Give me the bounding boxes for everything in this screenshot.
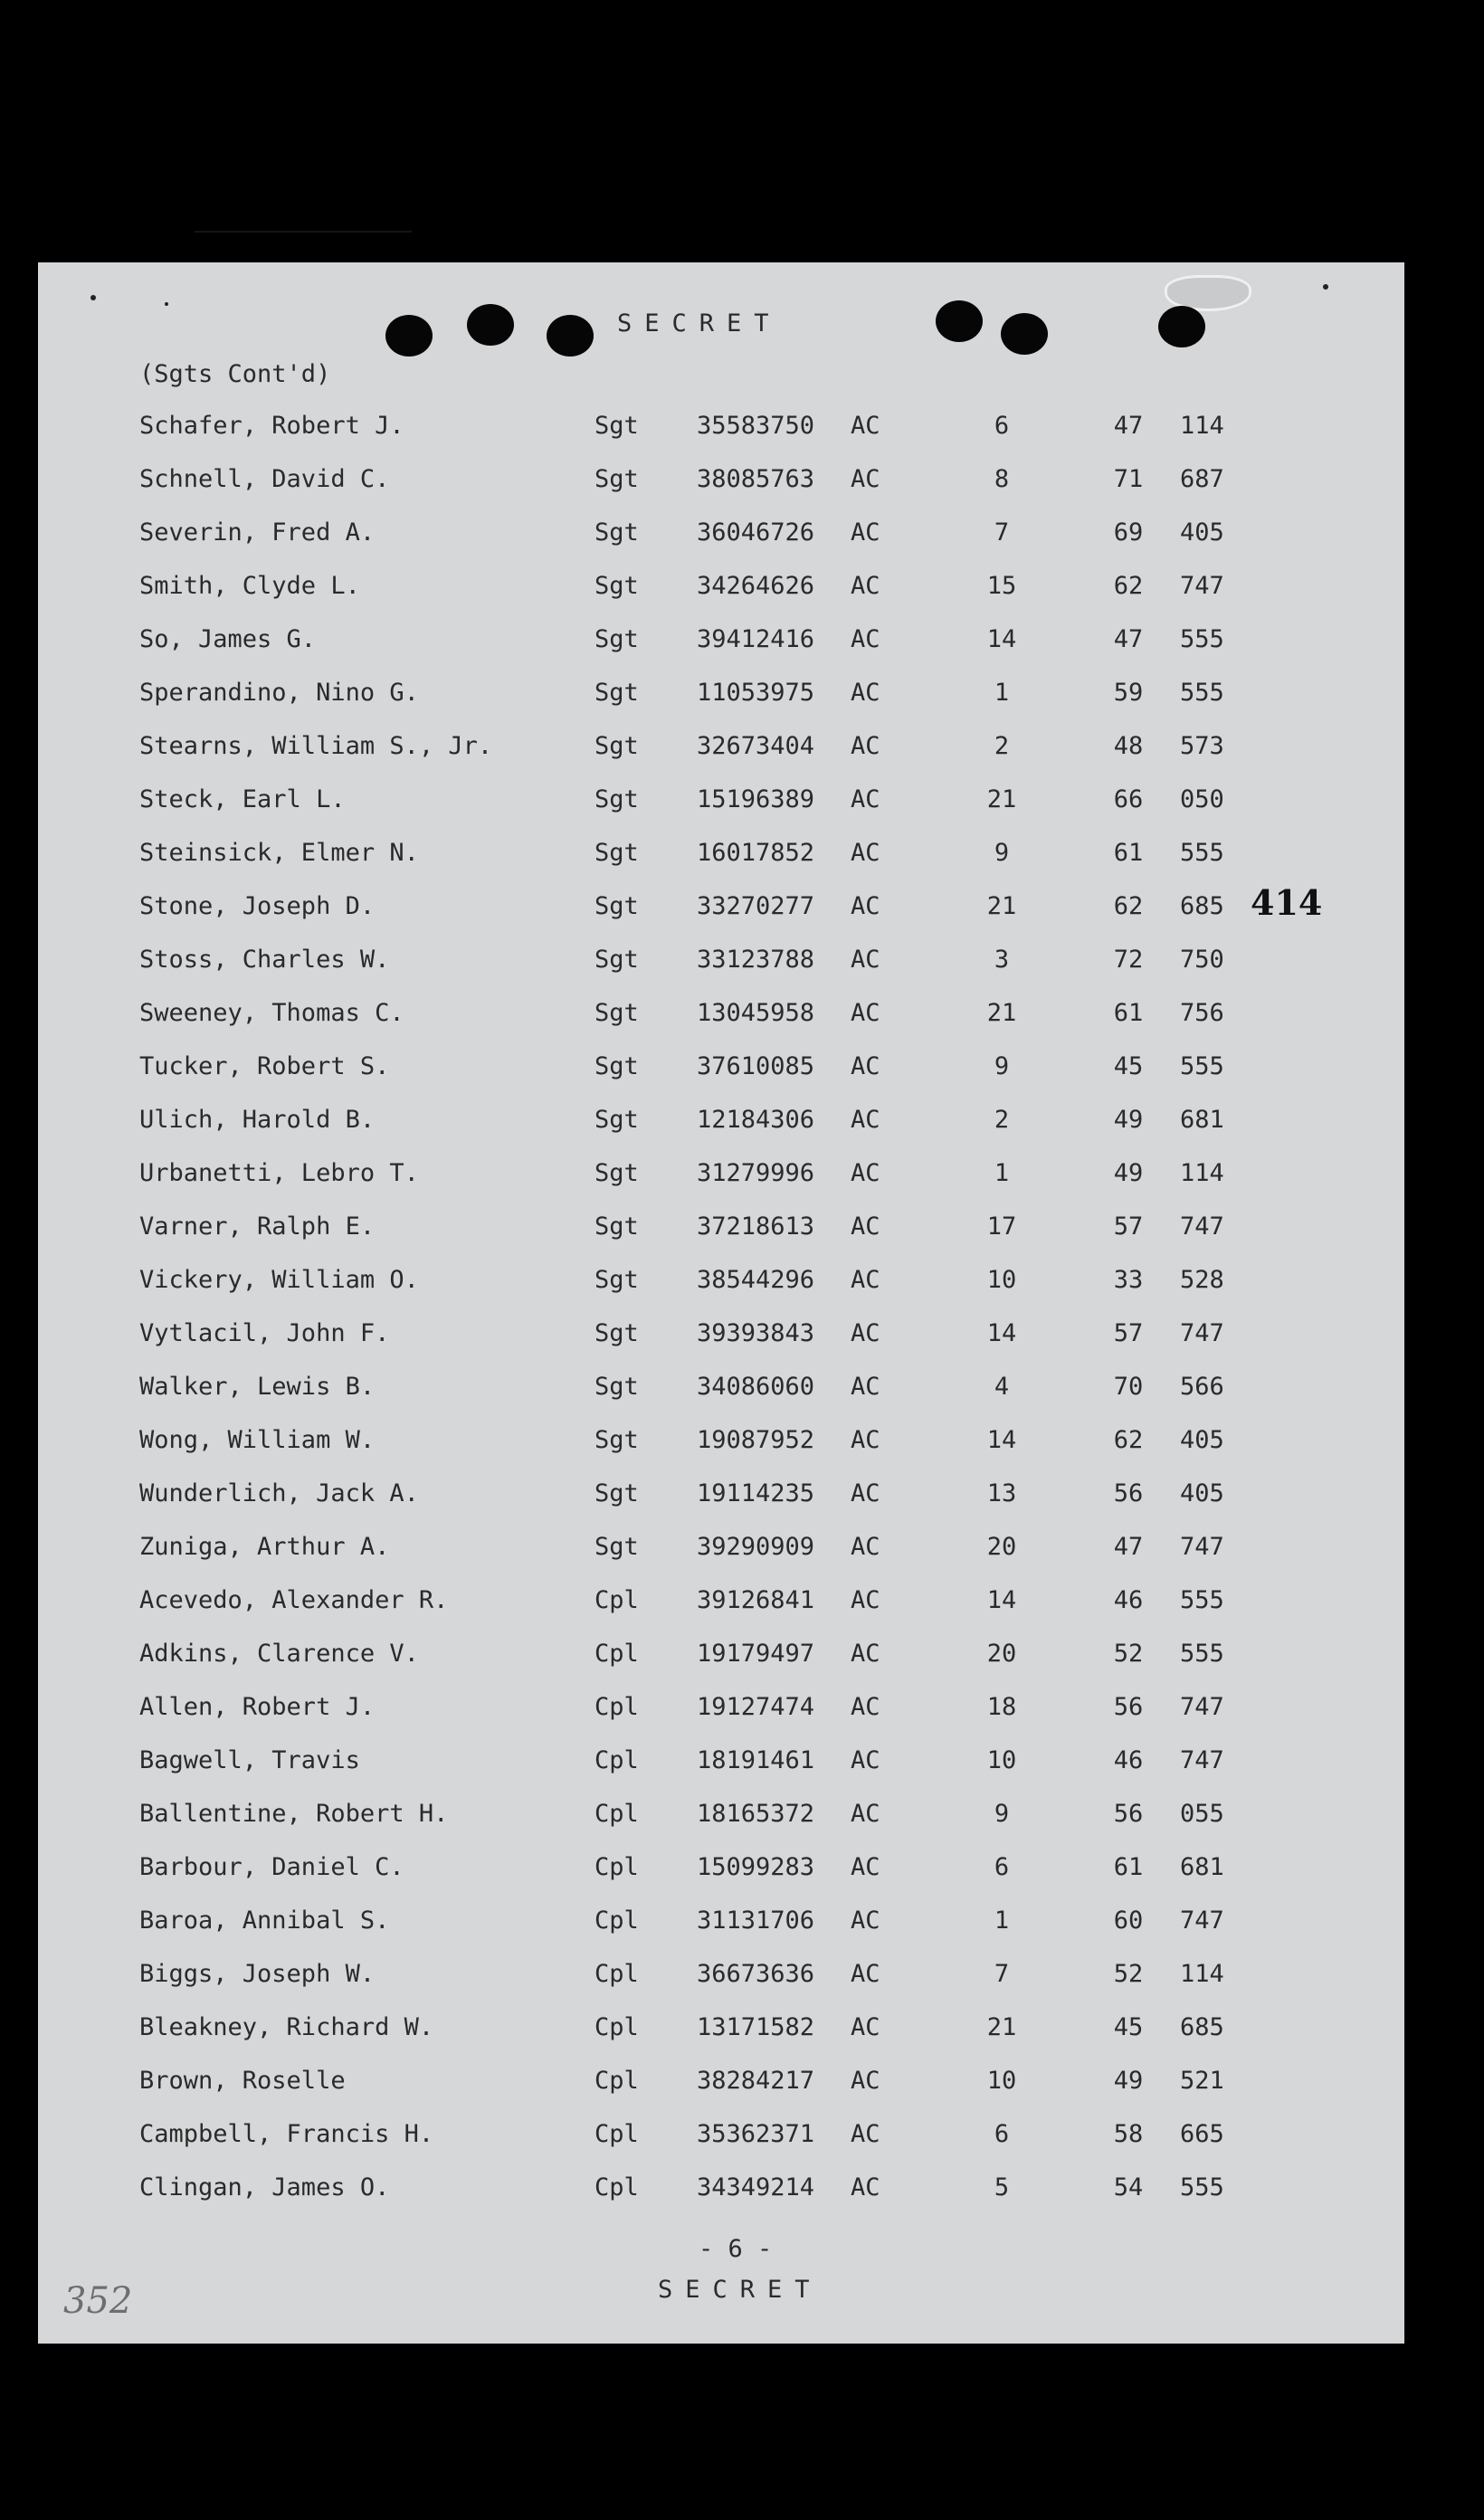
roster-col-b: 62	[1113, 1426, 1144, 1454]
roster-branch: AC	[851, 465, 880, 493]
table-row	[38, 946, 1404, 991]
roster-col-a: 21	[986, 2013, 1017, 2041]
roster-branch: AC	[851, 1746, 880, 1774]
roster-col-c: 050	[1180, 785, 1224, 813]
roster-col-a: 20	[986, 1533, 1017, 1561]
roster-serial: 19087952	[697, 1426, 815, 1454]
roster-rank: Sgt	[595, 839, 639, 867]
roster-col-b: 52	[1113, 1640, 1144, 1668]
roster-name: Bagwell, Travis	[139, 1746, 360, 1774]
roster-col-b: 66	[1113, 785, 1144, 813]
roster-serial: 15099283	[697, 1853, 815, 1881]
roster-col-a: 6	[994, 412, 1010, 440]
roster-col-c: 555	[1180, 1586, 1224, 1614]
roster-branch: AC	[851, 1640, 880, 1668]
table-row	[38, 1960, 1404, 2005]
roster-col-c: 555	[1180, 1640, 1224, 1668]
roster-col-a: 2	[994, 732, 1010, 760]
handwritten-number: 352	[63, 2280, 133, 2322]
roster-serial: 15196389	[697, 785, 815, 813]
roster-col-a: 3	[994, 946, 1010, 974]
roster-col-a: 2	[994, 1106, 1010, 1134]
roster-col-c: 555	[1180, 625, 1224, 653]
roster-col-c: 055	[1180, 1800, 1224, 1828]
roster-col-c: 747	[1180, 1907, 1224, 1935]
roster-col-a: 17	[986, 1212, 1017, 1241]
roster-col-c: 555	[1180, 679, 1224, 707]
table-row	[38, 1426, 1404, 1471]
roster-serial: 19179497	[697, 1640, 815, 1668]
roster-rank: Sgt	[595, 1266, 639, 1294]
roster-col-b: 69	[1113, 518, 1144, 547]
roster-serial: 39393843	[697, 1319, 815, 1347]
table-row	[38, 1533, 1404, 1578]
roster-rank: Sgt	[595, 518, 639, 547]
table-row	[38, 1800, 1404, 1845]
table-row	[38, 2013, 1404, 2059]
roster-serial: 19114235	[697, 1479, 815, 1507]
roster-col-a: 14	[986, 1319, 1017, 1347]
roster-branch: AC	[851, 2067, 880, 2095]
roster-branch: AC	[851, 1800, 880, 1828]
roster-col-a: 21	[986, 999, 1017, 1027]
roster-col-c: 521	[1180, 2067, 1224, 2095]
punch-hole	[1001, 313, 1048, 355]
roster-name: Biggs, Joseph W.	[139, 1960, 376, 1988]
roster-col-c: 405	[1180, 518, 1224, 547]
roster-name: Ulich, Harold B.	[139, 1106, 376, 1134]
roster-name: Baroa, Annibal S.	[139, 1907, 390, 1935]
table-row	[38, 679, 1404, 724]
roster-rank: Sgt	[595, 1319, 639, 1347]
table-row	[38, 1212, 1404, 1258]
header-classification: SECRET	[617, 309, 782, 338]
roster-rank: Sgt	[595, 1373, 639, 1401]
roster-rank: Sgt	[595, 999, 639, 1027]
roster-name: Stone, Joseph D.	[139, 892, 376, 920]
roster-col-c: 747	[1180, 1319, 1224, 1347]
roster-col-b: 45	[1113, 2013, 1144, 2041]
roster-col-a: 21	[986, 785, 1017, 813]
roster-serial: 31279996	[697, 1159, 815, 1187]
roster-col-b: 46	[1113, 1746, 1144, 1774]
roster-col-c: 114	[1180, 1960, 1224, 1988]
roster-col-a: 5	[994, 2173, 1010, 2201]
roster-serial: 39412416	[697, 625, 815, 653]
table-row	[38, 839, 1404, 884]
roster-name: Sweeney, Thomas C.	[139, 999, 404, 1027]
table-row	[38, 1479, 1404, 1525]
roster-serial: 33123788	[697, 946, 815, 974]
roster-rank: Sgt	[595, 1479, 639, 1507]
margin-stamp: 414	[1251, 882, 1323, 923]
paper-speck	[1323, 284, 1328, 290]
roster-branch: AC	[851, 679, 880, 707]
roster-col-a: 18	[986, 1693, 1017, 1721]
roster-rank: Sgt	[595, 892, 639, 920]
roster-branch: AC	[851, 1853, 880, 1881]
roster-col-b: 61	[1113, 999, 1144, 1027]
roster-serial: 38085763	[697, 465, 815, 493]
roster-rank: Sgt	[595, 1533, 639, 1561]
roster-col-b: 60	[1113, 1907, 1144, 1935]
roster-name: Ballentine, Robert H.	[139, 1800, 449, 1828]
roster-branch: AC	[851, 1373, 880, 1401]
roster-name: Vytlacil, John F.	[139, 1319, 390, 1347]
roster-col-a: 6	[994, 1853, 1010, 1881]
roster-col-c: 573	[1180, 732, 1224, 760]
roster-col-a: 10	[986, 1746, 1017, 1774]
roster-col-a: 1	[994, 1907, 1010, 1935]
roster-col-c: 750	[1180, 946, 1224, 974]
roster-col-a: 8	[994, 465, 1010, 493]
roster-col-b: 52	[1113, 1960, 1144, 1988]
roster-serial: 36673636	[697, 1960, 815, 1988]
roster-col-b: 49	[1113, 1106, 1144, 1134]
roster-col-b: 62	[1113, 572, 1144, 600]
roster-serial: 39290909	[697, 1533, 815, 1561]
roster-serial: 13171582	[697, 2013, 815, 2041]
roster-name: Stearns, William S., Jr.	[139, 732, 493, 760]
roster-col-c: 747	[1180, 1533, 1224, 1561]
roster-branch: AC	[851, 625, 880, 653]
roster-col-c: 681	[1180, 1853, 1224, 1881]
roster-col-b: 56	[1113, 1693, 1144, 1721]
roster-rank: Cpl	[595, 1693, 639, 1721]
roster-name: Schafer, Robert J.	[139, 412, 404, 440]
roster-serial: 34264626	[697, 572, 815, 600]
roster-col-a: 10	[986, 2067, 1017, 2095]
roster-col-c: 555	[1180, 2173, 1224, 2201]
roster-col-c: 747	[1180, 1693, 1224, 1721]
roster-rank: Sgt	[595, 785, 639, 813]
roster-serial: 33270277	[697, 892, 815, 920]
roster-rank: Sgt	[595, 412, 639, 440]
punch-hole	[385, 315, 433, 357]
roster-branch: AC	[851, 732, 880, 760]
roster-name: Zuniga, Arthur A.	[139, 1533, 390, 1561]
roster-rank: Cpl	[595, 2013, 639, 2041]
roster-rank: Sgt	[595, 1212, 639, 1241]
roster-branch: AC	[851, 518, 880, 547]
roster-name: Bleakney, Richard W.	[139, 2013, 434, 2041]
roster-rank: Sgt	[595, 572, 639, 600]
roster-col-a: 9	[994, 1052, 1010, 1080]
roster-col-b: 57	[1113, 1319, 1144, 1347]
roster-name: Schnell, David C.	[139, 465, 390, 493]
roster-branch: AC	[851, 1319, 880, 1347]
punch-hole	[547, 315, 594, 357]
table-row	[38, 625, 1404, 670]
roster-col-a: 9	[994, 1800, 1010, 1828]
roster-col-c: 685	[1180, 2013, 1224, 2041]
roster-branch: AC	[851, 892, 880, 920]
roster-rank: Sgt	[595, 1106, 639, 1134]
roster-branch: AC	[851, 946, 880, 974]
roster-serial: 34349214	[697, 2173, 815, 2201]
roster-col-b: 59	[1113, 679, 1144, 707]
roster-branch: AC	[851, 412, 880, 440]
footer-classification: SECRET	[658, 2276, 823, 2304]
roster-col-a: 7	[994, 518, 1010, 547]
roster-name: Campbell, Francis H.	[139, 2120, 434, 2148]
roster-branch: AC	[851, 839, 880, 867]
roster-name: Barbour, Daniel C.	[139, 1853, 404, 1881]
roster-col-c: 687	[1180, 465, 1224, 493]
roster-branch: AC	[851, 1479, 880, 1507]
roster-serial: 18191461	[697, 1746, 815, 1774]
roster-rank: Sgt	[595, 732, 639, 760]
table-row	[38, 412, 1404, 457]
roster-col-b: 58	[1113, 2120, 1144, 2148]
roster-serial: 16017852	[697, 839, 815, 867]
roster-col-b: 71	[1113, 465, 1144, 493]
roster-col-b: 57	[1113, 1212, 1144, 1241]
roster-branch: AC	[851, 785, 880, 813]
roster-branch: AC	[851, 2173, 880, 2201]
table-row	[38, 892, 1404, 937]
roster-rank: Cpl	[595, 1800, 639, 1828]
punch-hole	[467, 304, 514, 346]
table-row	[38, 1052, 1404, 1098]
table-row	[38, 1693, 1404, 1738]
roster-col-a: 14	[986, 1586, 1017, 1614]
table-row	[38, 1106, 1404, 1151]
roster-rank: Sgt	[595, 1159, 639, 1187]
roster-col-a: 1	[994, 679, 1010, 707]
roster-col-c: 756	[1180, 999, 1224, 1027]
roster-branch: AC	[851, 572, 880, 600]
roster-name: Allen, Robert J.	[139, 1693, 376, 1721]
roster-col-c: 747	[1180, 1746, 1224, 1774]
roster-col-c: 555	[1180, 1052, 1224, 1080]
roster-col-b: 56	[1113, 1479, 1144, 1507]
roster-serial: 18165372	[697, 1800, 815, 1828]
roster-col-a: 10	[986, 1266, 1017, 1294]
roster-branch: AC	[851, 1106, 880, 1134]
roster-rank: Cpl	[595, 1853, 639, 1881]
roster-rank: Cpl	[595, 2173, 639, 2201]
roster-name: Tucker, Robert S.	[139, 1052, 390, 1080]
roster-rank: Cpl	[595, 1907, 639, 1935]
page-number: - 6 -	[699, 2235, 773, 2263]
roster-col-b: 49	[1113, 1159, 1144, 1187]
roster-rank: Sgt	[595, 946, 639, 974]
paper-speck	[165, 302, 168, 306]
roster-name: Adkins, Clarence V.	[139, 1640, 419, 1668]
roster-name: Brown, Roselle	[139, 2067, 346, 2095]
table-row	[38, 572, 1404, 617]
roster-rank: Sgt	[595, 1426, 639, 1454]
roster-rank: Sgt	[595, 1052, 639, 1080]
table-row	[38, 1586, 1404, 1631]
roster-col-a: 7	[994, 1960, 1010, 1988]
roster-name: Wong, William W.	[139, 1426, 376, 1454]
roster-name: Sperandino, Nino G.	[139, 679, 419, 707]
roster-name: Clingan, James O.	[139, 2173, 390, 2201]
roster-rank: Cpl	[595, 2067, 639, 2095]
roster-col-b: 47	[1113, 412, 1144, 440]
roster-col-b: 48	[1113, 732, 1144, 760]
roster-serial: 37218613	[697, 1212, 815, 1241]
roster-rank: Sgt	[595, 679, 639, 707]
roster-name: Varner, Ralph E.	[139, 1212, 376, 1241]
roster-name: Steck, Earl L.	[139, 785, 346, 813]
roster-col-c: 681	[1180, 1106, 1224, 1134]
roster-branch: AC	[851, 1266, 880, 1294]
table-row	[38, 518, 1404, 564]
roster-col-c: 685	[1180, 892, 1224, 920]
roster-name: Walker, Lewis B.	[139, 1373, 376, 1401]
top-edge-mark	[195, 231, 412, 233]
roster-serial: 11053975	[697, 679, 815, 707]
roster-serial: 38284217	[697, 2067, 815, 2095]
roster-col-b: 47	[1113, 1533, 1144, 1561]
roster-rank: Cpl	[595, 1960, 639, 1988]
roster-name: Wunderlich, Jack A.	[139, 1479, 419, 1507]
roster-serial: 12184306	[697, 1106, 815, 1134]
roster-col-a: 20	[986, 1640, 1017, 1668]
table-row	[38, 1319, 1404, 1365]
roster-col-b: 62	[1113, 892, 1144, 920]
roster-col-b: 61	[1113, 1853, 1144, 1881]
roster-name: Stoss, Charles W.	[139, 946, 390, 974]
roster-col-b: 72	[1113, 946, 1144, 974]
table-row	[38, 2067, 1404, 2112]
roster-serial: 35583750	[697, 412, 815, 440]
roster-col-c: 747	[1180, 572, 1224, 600]
roster-serial: 37610085	[697, 1052, 815, 1080]
roster-branch: AC	[851, 2013, 880, 2041]
roster-col-a: 6	[994, 2120, 1010, 2148]
roster-col-a: 13	[986, 1479, 1017, 1507]
roster-col-a: 9	[994, 839, 1010, 867]
table-row	[38, 2173, 1404, 2219]
roster-name: Vickery, William O.	[139, 1266, 419, 1294]
roster-serial: 38544296	[697, 1266, 815, 1294]
table-row	[38, 999, 1404, 1044]
roster-name: So, James G.	[139, 625, 317, 653]
roster-branch: AC	[851, 1533, 880, 1561]
table-row	[38, 465, 1404, 510]
roster-col-a: 14	[986, 625, 1017, 653]
table-row	[38, 1746, 1404, 1792]
roster-name: Urbanetti, Lebro T.	[139, 1159, 419, 1187]
table-row	[38, 2120, 1404, 2165]
roster-col-c: 555	[1180, 839, 1224, 867]
roster-col-c: 405	[1180, 1479, 1224, 1507]
roster-rank: Sgt	[595, 625, 639, 653]
roster-serial: 19127474	[697, 1693, 815, 1721]
roster-col-b: 70	[1113, 1373, 1144, 1401]
roster-name: Steinsick, Elmer N.	[139, 839, 419, 867]
roster-branch: AC	[851, 1907, 880, 1935]
roster-rank: Cpl	[595, 1586, 639, 1614]
roster-col-a: 14	[986, 1426, 1017, 1454]
table-row	[38, 1159, 1404, 1204]
roster-branch: AC	[851, 1426, 880, 1454]
roster-serial: 31131706	[697, 1907, 815, 1935]
roster-rank: Sgt	[595, 465, 639, 493]
roster-col-c: 747	[1180, 1212, 1224, 1241]
roster-col-b: 47	[1113, 625, 1144, 653]
roster-col-b: 54	[1113, 2173, 1144, 2201]
roster-col-b: 33	[1113, 1266, 1144, 1294]
roster-branch: AC	[851, 2120, 880, 2148]
roster-col-b: 56	[1113, 1800, 1144, 1828]
roster-branch: AC	[851, 1693, 880, 1721]
roster-col-a: 4	[994, 1373, 1010, 1401]
roster-serial: 39126841	[697, 1586, 815, 1614]
table-row	[38, 1373, 1404, 1418]
roster-serial: 34086060	[697, 1373, 815, 1401]
roster-serial: 13045958	[697, 999, 815, 1027]
table-row	[38, 1266, 1404, 1311]
roster-col-c: 114	[1180, 1159, 1224, 1187]
roster-branch: AC	[851, 999, 880, 1027]
roster-branch: AC	[851, 1159, 880, 1187]
roster-rank: Cpl	[595, 1640, 639, 1668]
roster-col-c: 405	[1180, 1426, 1224, 1454]
roster-rank: Cpl	[595, 1746, 639, 1774]
roster-branch: AC	[851, 1586, 880, 1614]
roster-col-b: 46	[1113, 1586, 1144, 1614]
roster-serial: 36046726	[697, 518, 815, 547]
roster-name: Acevedo, Alexander R.	[139, 1586, 449, 1614]
document-page	[38, 262, 1404, 2344]
roster-col-b: 61	[1113, 839, 1144, 867]
roster-branch: AC	[851, 1052, 880, 1080]
roster-rank: Cpl	[595, 2120, 639, 2148]
roster-name: Smith, Clyde L.	[139, 572, 360, 600]
table-row	[38, 732, 1404, 777]
roster-col-c: 665	[1180, 2120, 1224, 2148]
table-row	[38, 1853, 1404, 1898]
roster-col-b: 45	[1113, 1052, 1144, 1080]
table-row	[38, 1640, 1404, 1685]
roster-col-c: 528	[1180, 1266, 1224, 1294]
continuation-heading: (Sgts Cont'd)	[139, 360, 331, 388]
roster-name: Severin, Fred A.	[139, 518, 376, 547]
punch-hole	[1158, 306, 1205, 347]
roster-col-c: 114	[1180, 412, 1224, 440]
roster-branch: AC	[851, 1960, 880, 1988]
punch-hole	[936, 300, 983, 342]
table-row	[38, 1907, 1404, 1952]
roster-col-a: 15	[986, 572, 1017, 600]
roster-col-c: 566	[1180, 1373, 1224, 1401]
table-row	[38, 785, 1404, 831]
roster-branch: AC	[851, 1212, 880, 1241]
roster-col-b: 49	[1113, 2067, 1144, 2095]
paper-speck	[90, 295, 96, 300]
roster-serial: 35362371	[697, 2120, 815, 2148]
roster-col-a: 21	[986, 892, 1017, 920]
roster-col-a: 1	[994, 1159, 1010, 1187]
roster-serial: 32673404	[697, 732, 815, 760]
